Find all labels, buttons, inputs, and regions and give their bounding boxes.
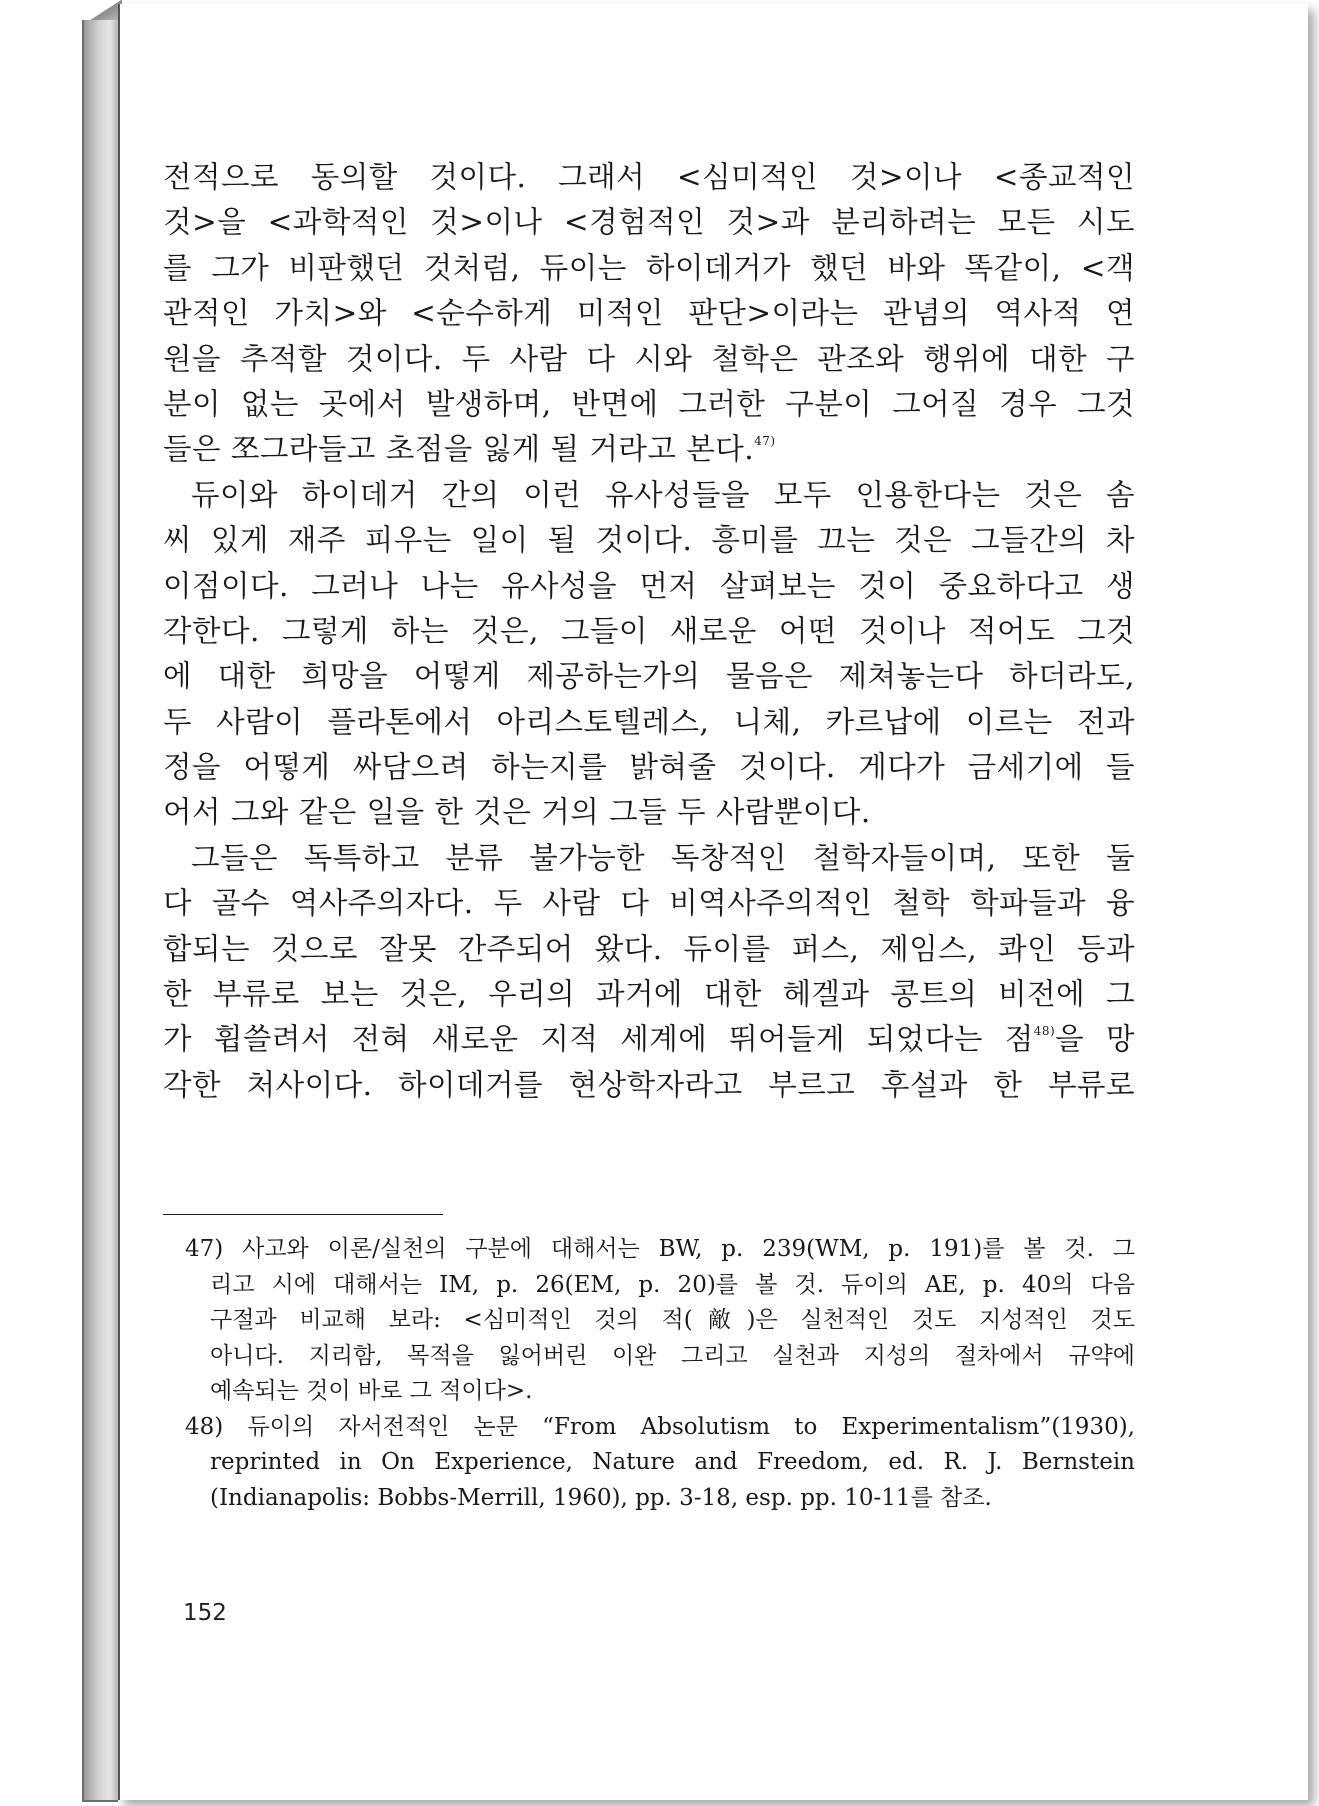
body-line: 원을 추적할 것이다. 두 사람 다 시와 철학은 관조와 행위에 대한 구 [163,341,1135,376]
body-line: 그들은 독특하고 분류 불가능한 독창적인 철학자들이며, 또한 둘 [191,840,1135,875]
footnote-line: 48) 듀이의 자서전적인 논문 “From Absolutism to Experimentalism”(1930), [185,1413,1135,1440]
body-line: 다 골수 역사주의자다. 두 사람 다 비역사주의적인 철학 학파들과 융 [163,886,1135,921]
body-line: 관적인 가치>와 <순수하게 미적인 판단>이라는 관념의 역사적 연 [163,296,1135,331]
page-number: 152 [183,1600,227,1626]
body-line: 분이 없는 곳에서 발생하며, 반면에 그러한 구분이 그어질 경우 그것 [163,386,1135,421]
body-line: 정을 어떻게 싸담으려 하는지를 밝혀줄 것이다. 게다가 금세기에 들 [163,750,1135,785]
footnotes [163,1232,1135,1516]
footnote-rule [163,1214,443,1215]
footnote-line: 구절과 비교해 보라: <심미적인 것의 적(敵)은 실천적인 것도 지성적인 것도 [210,1307,1135,1333]
body-text [163,155,1135,1108]
body-line: 전적으로 동의할 것이다. 그래서 <심미적인 것>이나 <종교적인 [163,160,1135,194]
body-line: 이점이다. 그러나 나는 유사성을 먼저 살펴보는 것이 중요하다고 생 [163,568,1135,603]
body-line: 한 부류로 보는 것은, 우리의 과거에 대한 헤겔과 콩트의 비전에 그 [163,977,1135,1012]
body-line: 어서 그와 같은 일을 한 것은 거의 그들 두 사람뿐이다. [163,795,871,830]
body-line: 각한다. 그렇게 하는 것은, 그들이 새로운 어떤 것이나 적어도 그것 [163,613,1135,648]
footnote-ref: 48) [1033,1024,1056,1039]
body-line: 씨 있게 재주 피우는 일이 될 것이다. 흥미를 끄는 것은 그들간의 차 [163,523,1135,558]
body-line: 각한 처사이다. 하이데거를 현상학자라고 부르고 후설과 한 부류로 [163,1067,1135,1102]
footnote-ref: 47) [754,434,776,449]
footnote-line: 47) 사고와 이론/실천의 구분에 대해서는 BW, p. 239(WM, p. 191)를 볼 것. 그 [185,1236,1135,1262]
body-line: 에 대한 희망을 어떻게 제공하는가의 물음은 제쳐놓는다 하더라도, [163,659,1135,694]
footnote-line: 리고 시에 대해서는 IM, p. 26(EM, p. 20)를 볼 것. 듀이의 AE, p. 40의 다음 [210,1271,1135,1298]
footnote-line: 아니다. 지리함, 목적을 잃어버린 이완 그리고 실천과 지성의 절차에서 규약에 [210,1342,1135,1369]
body-line: 두 사람이 플라톤에서 아리스토텔레스, 니체, 카르납에 이르는 전과 [163,704,1135,739]
body-line: 듀이와 하이데거 간의 이런 유사성들을 모두 인용한다는 것은 솜 [191,477,1135,512]
footnote-line: (Indianapolis: Bobbs-Merrill, 1960), pp. 3-18, esp. pp. 10-11를 참조. [210,1484,992,1511]
book-page-edge [82,20,118,1802]
footnote-line: 예속되는 것이 바로 그 적이다>. [210,1378,533,1404]
body-line: 것>을 <과학적인 것>이나 <경험적인 것>과 분리하려는 모든 시도 [163,205,1135,240]
footnote-line: reprinted in On Experience, Nature and Freedom, ed. R. J. Bernstein [210,1449,1135,1475]
body-line: 들은 쪼그라들고 초점을 잃게 될 거라고 본다.$^{47)}$ [163,432,776,467]
body-line: 가 휩쓸려서 전혀 새로운 지적 세계에 뛰어들게 되었다는 점$^{48)}$을 망 [163,1022,1135,1057]
body-line: 합되는 것으로 잘못 간주되어 왔다. 듀이를 퍼스, 제임스, 콰인 등과 [163,931,1135,966]
body-line: 를 그가 비판했던 것처럼, 듀이는 하이데거가 했던 바와 똑같이, <객 [163,250,1135,285]
